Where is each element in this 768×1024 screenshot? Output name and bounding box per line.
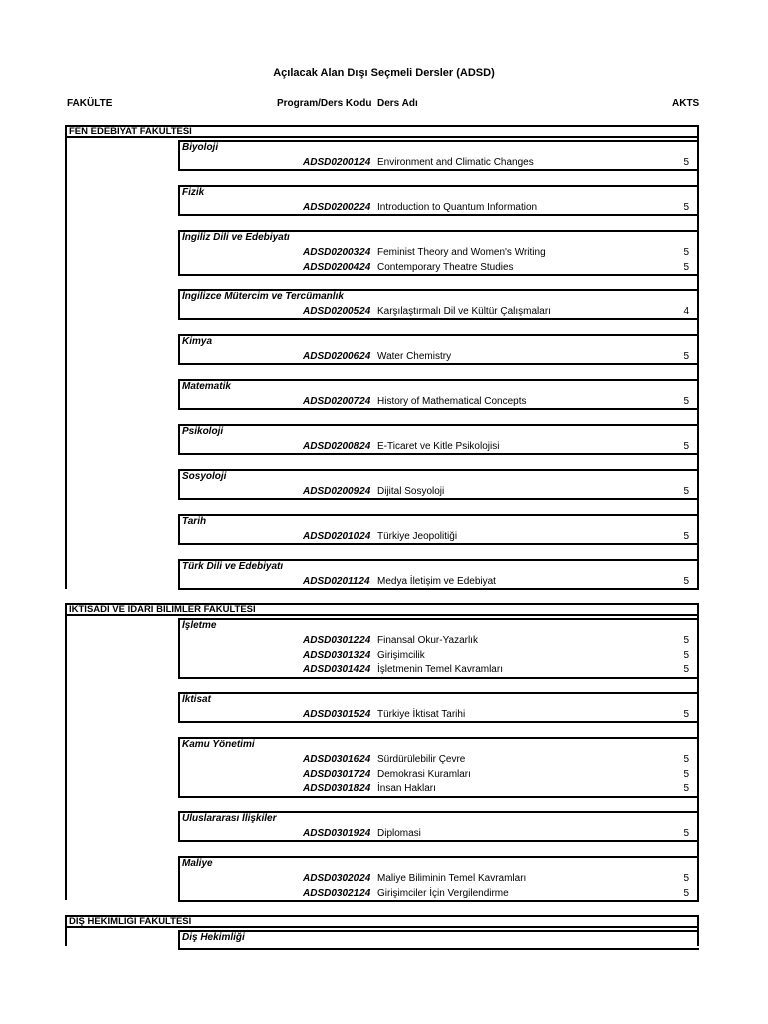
department-block	[178, 289, 699, 320]
course-row	[180, 634, 699, 648]
course-row	[180, 350, 699, 364]
credits-column-header: AKTS	[672, 98, 700, 109]
course-name: Dijital Sosyoloji	[377, 486, 445, 497]
course-name: Türkiye Jeopolitiği	[377, 531, 458, 542]
course-code: ADSD0302024	[303, 873, 371, 884]
department-block	[178, 811, 699, 842]
course-row	[180, 887, 699, 901]
faculty-left-border	[65, 138, 67, 589]
department-name: Fizik	[182, 187, 205, 198]
course-credits: 5	[683, 783, 689, 795]
course-name: Feminist Theory and Women's Writing	[377, 247, 546, 258]
course-row	[180, 663, 699, 677]
course-credits: 5	[683, 261, 689, 273]
course-row	[180, 768, 699, 782]
course-row	[180, 782, 699, 796]
course-row	[180, 649, 699, 663]
course-credits: 5	[683, 887, 689, 899]
department-name: Maliye	[182, 858, 213, 869]
course-row	[180, 156, 699, 170]
department-name: Türk Dili ve Edebiyatı	[182, 561, 284, 572]
department-name: Tarih	[182, 516, 207, 527]
course-credits: 5	[683, 649, 689, 661]
department-block	[178, 856, 699, 902]
faculty-left-border	[65, 928, 67, 946]
course-credits: 5	[683, 635, 689, 646]
department-block	[178, 514, 699, 545]
faculty-header: DİŞ HEKİMLİĞİ FAKÜLTESİ	[65, 915, 699, 928]
course-name: Introduction to Quantum Information	[377, 202, 538, 213]
course-credits: 5	[683, 351, 689, 362]
document-title: Açılacak Alan Dışı Seçmeli Dersler (ADSD)	[273, 67, 495, 79]
course-credits: 5	[683, 531, 689, 542]
course-credits: 5	[683, 754, 689, 765]
course-row	[180, 708, 699, 722]
course-code: ADSD0200724	[303, 396, 371, 407]
department-name: Kamu Yönetimi	[182, 739, 255, 750]
course-name: History of Mathematical Concepts	[377, 396, 527, 407]
department-block	[178, 737, 699, 798]
department-block	[178, 618, 699, 679]
course-row	[180, 305, 699, 319]
course-code: ADSD0200924	[303, 486, 371, 497]
course-name: Demokrasi Kuramları	[377, 768, 471, 780]
department-block	[178, 469, 699, 500]
course-name: Türkiye İktisat Tarihi	[377, 709, 466, 720]
course-row	[180, 246, 699, 260]
course-code: ADSD0200324	[303, 247, 371, 258]
course-credits: 5	[683, 664, 689, 676]
course-code: ADSD0301424	[303, 664, 371, 676]
department-name: Diş Hekimliği	[182, 932, 245, 943]
course-credits: 5	[683, 441, 689, 452]
course-name: Girişimcilik	[377, 649, 425, 661]
course-code: ADSD0301324	[303, 649, 371, 661]
course-name: Contemporary Theatre Studies	[377, 261, 514, 273]
department-block	[178, 334, 699, 365]
department-block	[178, 424, 699, 455]
faculty-column-header: FAKÜLTE	[67, 98, 113, 109]
faculty-header: FEN EDEBİYAT FAKÜLTESİ	[65, 125, 699, 138]
course-code: ADSD0200424	[303, 261, 371, 273]
course-row	[180, 753, 699, 767]
course-credits: 5	[683, 247, 689, 258]
course-code: ADSD0201124	[303, 576, 370, 587]
course-name: Water Chemistry	[377, 351, 452, 362]
course-credits: 5	[683, 828, 689, 839]
program-code-column-header: Program/Ders Kodu	[277, 98, 372, 109]
course-code: ADSD0301824	[303, 783, 371, 795]
course-credits: 5	[683, 157, 689, 168]
department-name: Kimya	[182, 336, 213, 347]
course-code: ADSD0201024	[303, 531, 371, 542]
faculty-left-border	[65, 616, 67, 900]
course-row	[180, 872, 699, 886]
course-credits: 5	[683, 202, 689, 213]
course-code: ADSD0302124	[303, 887, 371, 899]
department-block	[178, 930, 699, 950]
course-code: ADSD0301224	[303, 635, 371, 646]
department-name: Uluslararası İlişkiler	[182, 813, 277, 824]
course-credits: 5	[683, 486, 689, 497]
course-code: ADSD0301624	[303, 754, 371, 765]
course-row	[180, 530, 699, 544]
department-block	[178, 379, 699, 410]
department-name: İngiliz Dili ve Edebiyatı	[182, 232, 290, 243]
faculty-header: İKTİSADİ VE İDARİ BİLİMLER FAKÜLTESİ	[65, 603, 699, 616]
department-name: İngilizce Mütercim ve Tercümanlık	[182, 291, 344, 302]
course-credits: 4	[683, 306, 689, 317]
department-block	[178, 692, 699, 723]
department-name: Matematik	[182, 381, 231, 392]
course-name: Diplomasi	[377, 828, 421, 839]
course-credits: 5	[683, 709, 689, 720]
department-name: İktisat	[182, 694, 211, 705]
course-row	[180, 827, 699, 841]
course-code: ADSD0200524	[303, 306, 371, 317]
department-name: Biyoloji	[182, 142, 219, 153]
course-name: İşletmenin Temel Kavramları	[377, 664, 503, 676]
course-name: İnsan Hakları	[377, 783, 436, 795]
course-code: ADSD0301524	[303, 709, 371, 720]
course-name: E-Ticaret ve Kitle Psikolojisi	[377, 441, 500, 452]
course-name: Girişimciler İçin Vergilendirme	[377, 887, 509, 899]
course-row	[180, 261, 699, 275]
course-code: ADSD0200624	[303, 351, 371, 362]
course-row	[180, 201, 699, 215]
course-row	[180, 395, 699, 409]
course-credits: 5	[683, 576, 689, 587]
course-code: ADSD0301924	[303, 828, 371, 839]
department-block	[178, 140, 699, 171]
department-block	[178, 230, 699, 276]
course-row	[180, 485, 699, 499]
department-block	[178, 559, 699, 590]
course-name: Finansal Okur-Yazarlık	[377, 635, 478, 646]
course-row	[180, 575, 699, 589]
course-code: ADSD0301724	[303, 768, 371, 780]
course-name-column-header: Ders Adı	[377, 98, 418, 109]
course-code: ADSD0200824	[303, 441, 371, 452]
course-name: Karşılaştırmalı Dil ve Kültür Çalışmaları	[377, 306, 551, 317]
course-credits: 5	[683, 873, 689, 884]
course-code: ADSD0200224	[303, 202, 371, 213]
department-name: İşletme	[182, 620, 217, 631]
course-code: ADSD0200124	[303, 157, 371, 168]
course-row	[180, 440, 699, 454]
course-credits: 5	[683, 396, 689, 407]
course-credits: 5	[683, 768, 689, 780]
department-name: Sosyoloji	[182, 471, 227, 482]
course-name: Environment and Climatic Changes	[377, 157, 534, 168]
department-block	[178, 185, 699, 216]
course-name: Medya İletişim ve Edebiyat	[377, 576, 496, 587]
course-name: Maliye Biliminin Temel Kavramları	[377, 873, 527, 884]
course-name: Sürdürülebilir Çevre	[377, 754, 466, 765]
department-name: Psikoloji	[182, 426, 224, 437]
